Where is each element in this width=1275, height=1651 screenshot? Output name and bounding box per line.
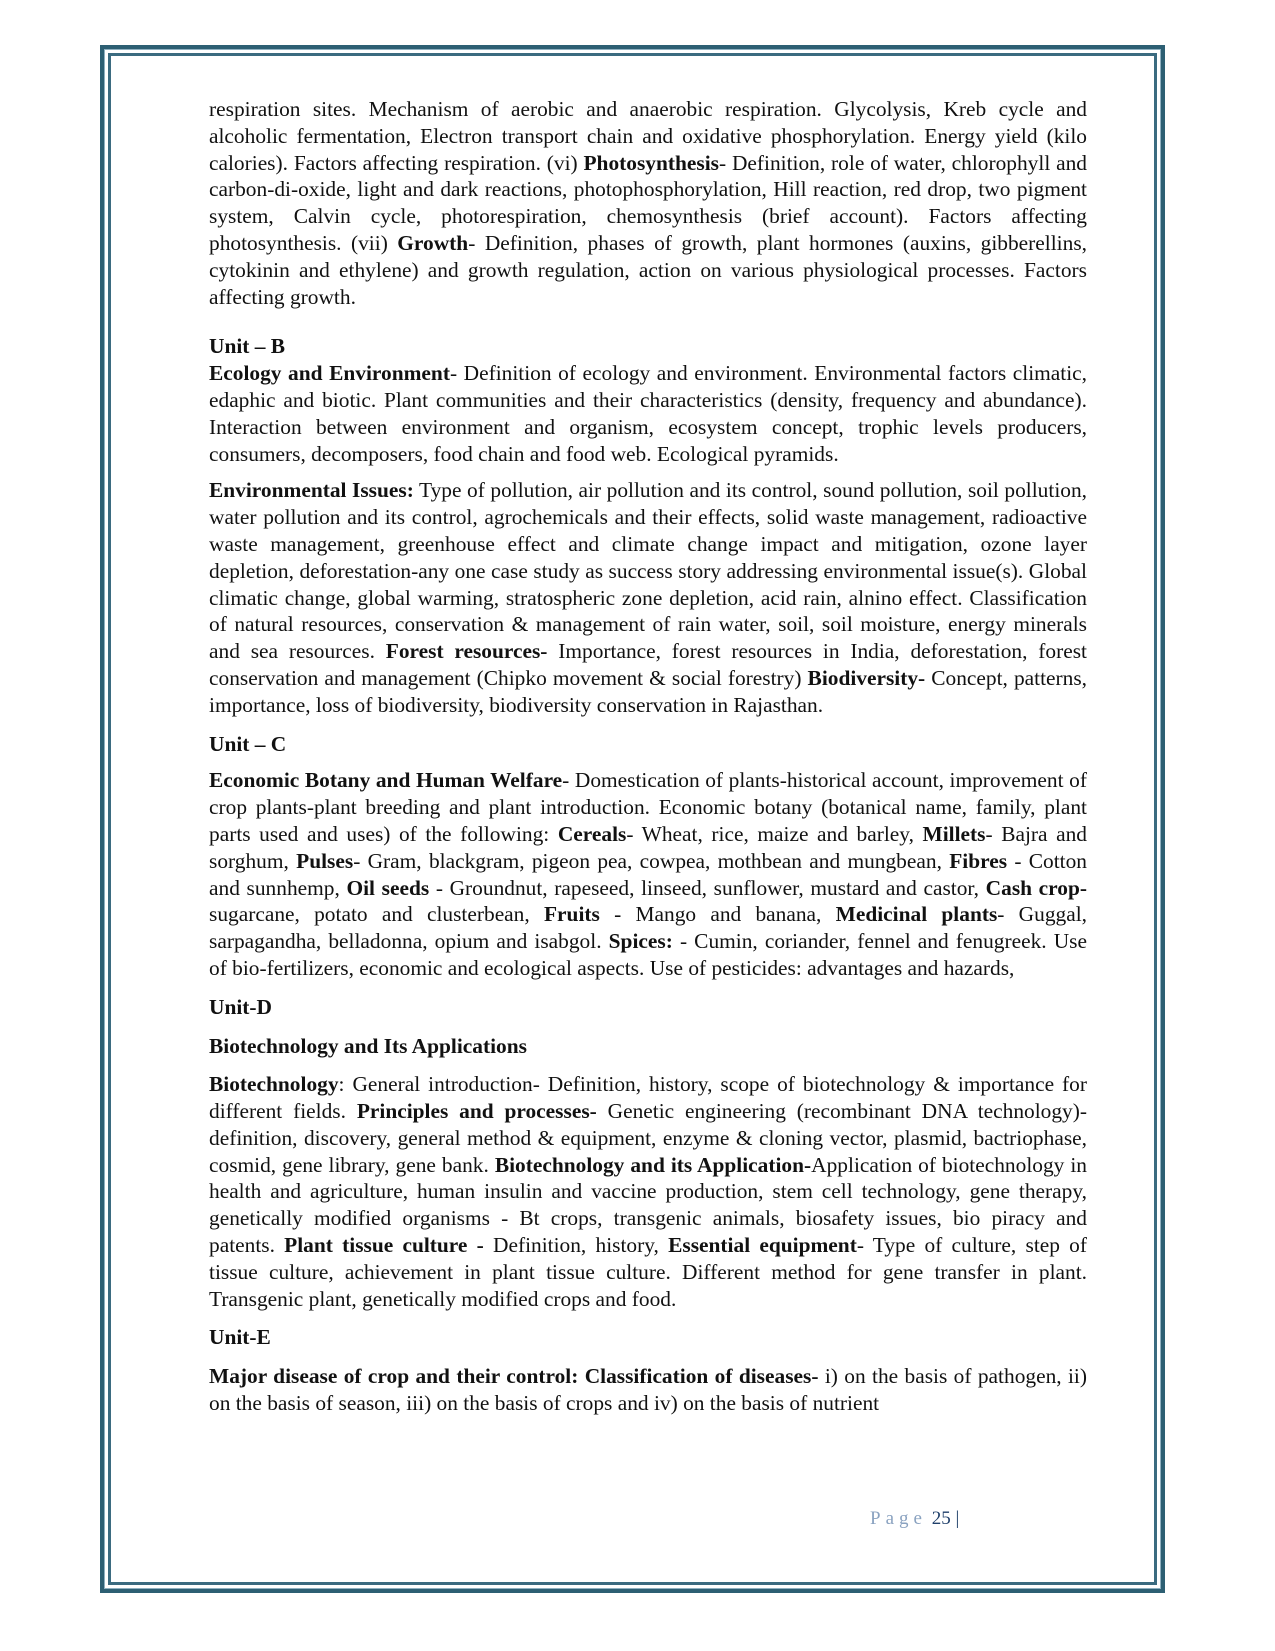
term-pulses: Pulses — [296, 848, 354, 873]
term-fibres: Fibres — [949, 848, 1008, 873]
term-major-disease: Major disease of crop and their control: Classification of diseases- — [209, 1364, 819, 1389]
page-content — [209, 96, 1087, 1417]
term-spices: Spices: — [608, 929, 673, 954]
term-ecology-environment: Ecology and Environment — [209, 361, 450, 386]
term-biotechnology-application: Biotechnology and its Application- — [494, 1152, 812, 1177]
term-oil-seeds: Oil seeds — [346, 875, 430, 900]
term-forest-resources: Forest resources- — [385, 639, 548, 664]
term-economic-botany: Economic Botany and Human Welfare — [209, 768, 563, 793]
paragraph-environmental-issues: Environmental Issues: Type of pollution, air pollution and its control, sound pollution, soil pollution, water pollution and its control, agrochemicals and their effects, solid waste management, radioactive waste management, greenhouse effect and climate change impact and mitigation, ozone layer depletion, deforestation-any one case study as success story addressing environmental issue(s). Global climatic change, global warming, stratospheric zone depletion, acid rain, alnino effect. Classification of natural resources, conservation & management of rain water, soil, soil moisture, energy minerals and sea resources. Forest resources- Importance, forest resources in India, deforestation, forest conservation and management (Chipko movement & social forestry) Biodiversity- Concept, patterns, importance, loss of biodiversity, biodiversity conservation in Rajasthan. — [209, 478, 1088, 717]
term-millets: Millets — [922, 821, 986, 846]
unit-d-title: Biotechnology and Its Applications — [209, 1033, 527, 1058]
paragraph-crop-disease: Major disease of crop and their control: Classification of diseases- i) on the basis of pathogen, ii) on the basis of season, iii) on the basis of crops and iv) on the basis of nutrient — [209, 1364, 1087, 1416]
term-plant-tissue-culture: Plant tissue culture - — [284, 1233, 484, 1258]
term-biotechnology: Biotechnology — [209, 1072, 339, 1097]
term-essential-equipment: Essential equipment — [668, 1233, 857, 1258]
page-label: Page — [870, 1508, 927, 1529]
term-photosynthesis: Photosynthesis — [583, 150, 719, 175]
term-growth: Growth — [397, 230, 469, 255]
page-separator: | — [955, 1508, 960, 1529]
unit-b-heading: Unit – B — [209, 334, 286, 359]
paragraph-economic-botany: Economic Botany and Human Welfare- Domestication of plants-historical account, improvement of crop plants-plant breeding and plant introduction. Economic botany (botanical name, family, plant parts used and uses) of the following: Cereals- Wheat, rice, maize and barley, Millets- Bajra and sorghum, Pulses- Gram, blackgram, pigeon pea, cowpea, mothbean and mungbean, Fibres - Cotton and sunnhemp, Oil seeds - Groundnut, rapeseed, linseed, sunflower, mustard and castor, Cash crop- sugarcane, potato and clusterbean, Fruits - Mango and banana, Medicinal plants- Guggal, sarpagandha, belladonna, opium and isabgol. Spices: - Cumin, coriander, fennel and fenugreek. Use of bio-fertilizers, economic and ecological aspects. Use of pesticides: advantages and hazards, — [209, 768, 1087, 980]
page-number: 25 — [931, 1508, 951, 1529]
page-footer — [870, 1508, 1220, 1530]
paragraph-ecology: Ecology and Environment- Definition of ecology and environment. Environmental factors climatic, edaphic and biotic. Plant communities and their characteristics (density, frequency and abundance). Interaction between environment and organism, ecosystem concept, trophic levels producers, consumers, decomposers, food chain and food web. Ecological pyramids. — [209, 361, 1087, 466]
paragraph-biotechnology: Biotechnology: General introduction- Definition, history, scope of biotechnology & importance for different fields. Principles and processes- Genetic engineering (recombinant DNA technology)- definition, discovery, general method & equipment, enzyme & cloning vector, plasmid, bactriophase, cosmid, gene library, gene bank. Biotechnology and its Application-Application of biotechnology in health and agriculture, human insulin and vaccine production, stem cell technology, gene therapy, genetically modified organisms - Bt crops, transgenic animals, biosafety issues, bio piracy and patents. Plant tissue culture - Definition, history, Essential equipment- Type of culture, step of tissue culture, achievement in plant tissue culture. Different method for gene transfer in plant. Transgenic plant, genetically modified crops and food. — [209, 1072, 1087, 1311]
term-biodiversity: Biodiversity- — [807, 665, 926, 690]
term-environmental-issues: Environmental Issues: — [209, 478, 414, 503]
term-cash-crop: Cash crop- — [985, 875, 1087, 900]
term-medicinal-plants: Medicinal plants — [835, 902, 998, 927]
term-fruits: Fruits — [543, 902, 600, 927]
unit-e-heading: Unit-E — [209, 1325, 271, 1350]
unit-c-heading: Unit – C — [209, 731, 287, 756]
unit-d-heading: Unit-D — [209, 994, 272, 1019]
term-principles-processes: Principles and processes- — [356, 1099, 597, 1124]
term-cereals: Cereals — [557, 821, 627, 846]
paragraph-respiration-photosynthesis-growth: respiration sites. Mechanism of aerobic and anaerobic respiration. Glycolysis, Kreb cycle and alcoholic fermentation, Electron transport chain and oxidative phosphorylation. Energy yield (kilo calories). Factors affecting respiration. (vi) Photosynthesis- Definition, role of water, chlorophyll and carbon-di-oxide, light and dark reactions, photophosphorylation, Hill reaction, red drop, two pigment system, Calvin cycle, photorespiration, chemosynthesis (brief account). Factors affecting photosynthesis. (vii) Growth- Definition, phases of growth, plant hormones (auxins, gibberellins, cytokinin and ethylene) and growth regulation, action on various physiological processes. Factors affecting growth. — [209, 97, 1087, 309]
